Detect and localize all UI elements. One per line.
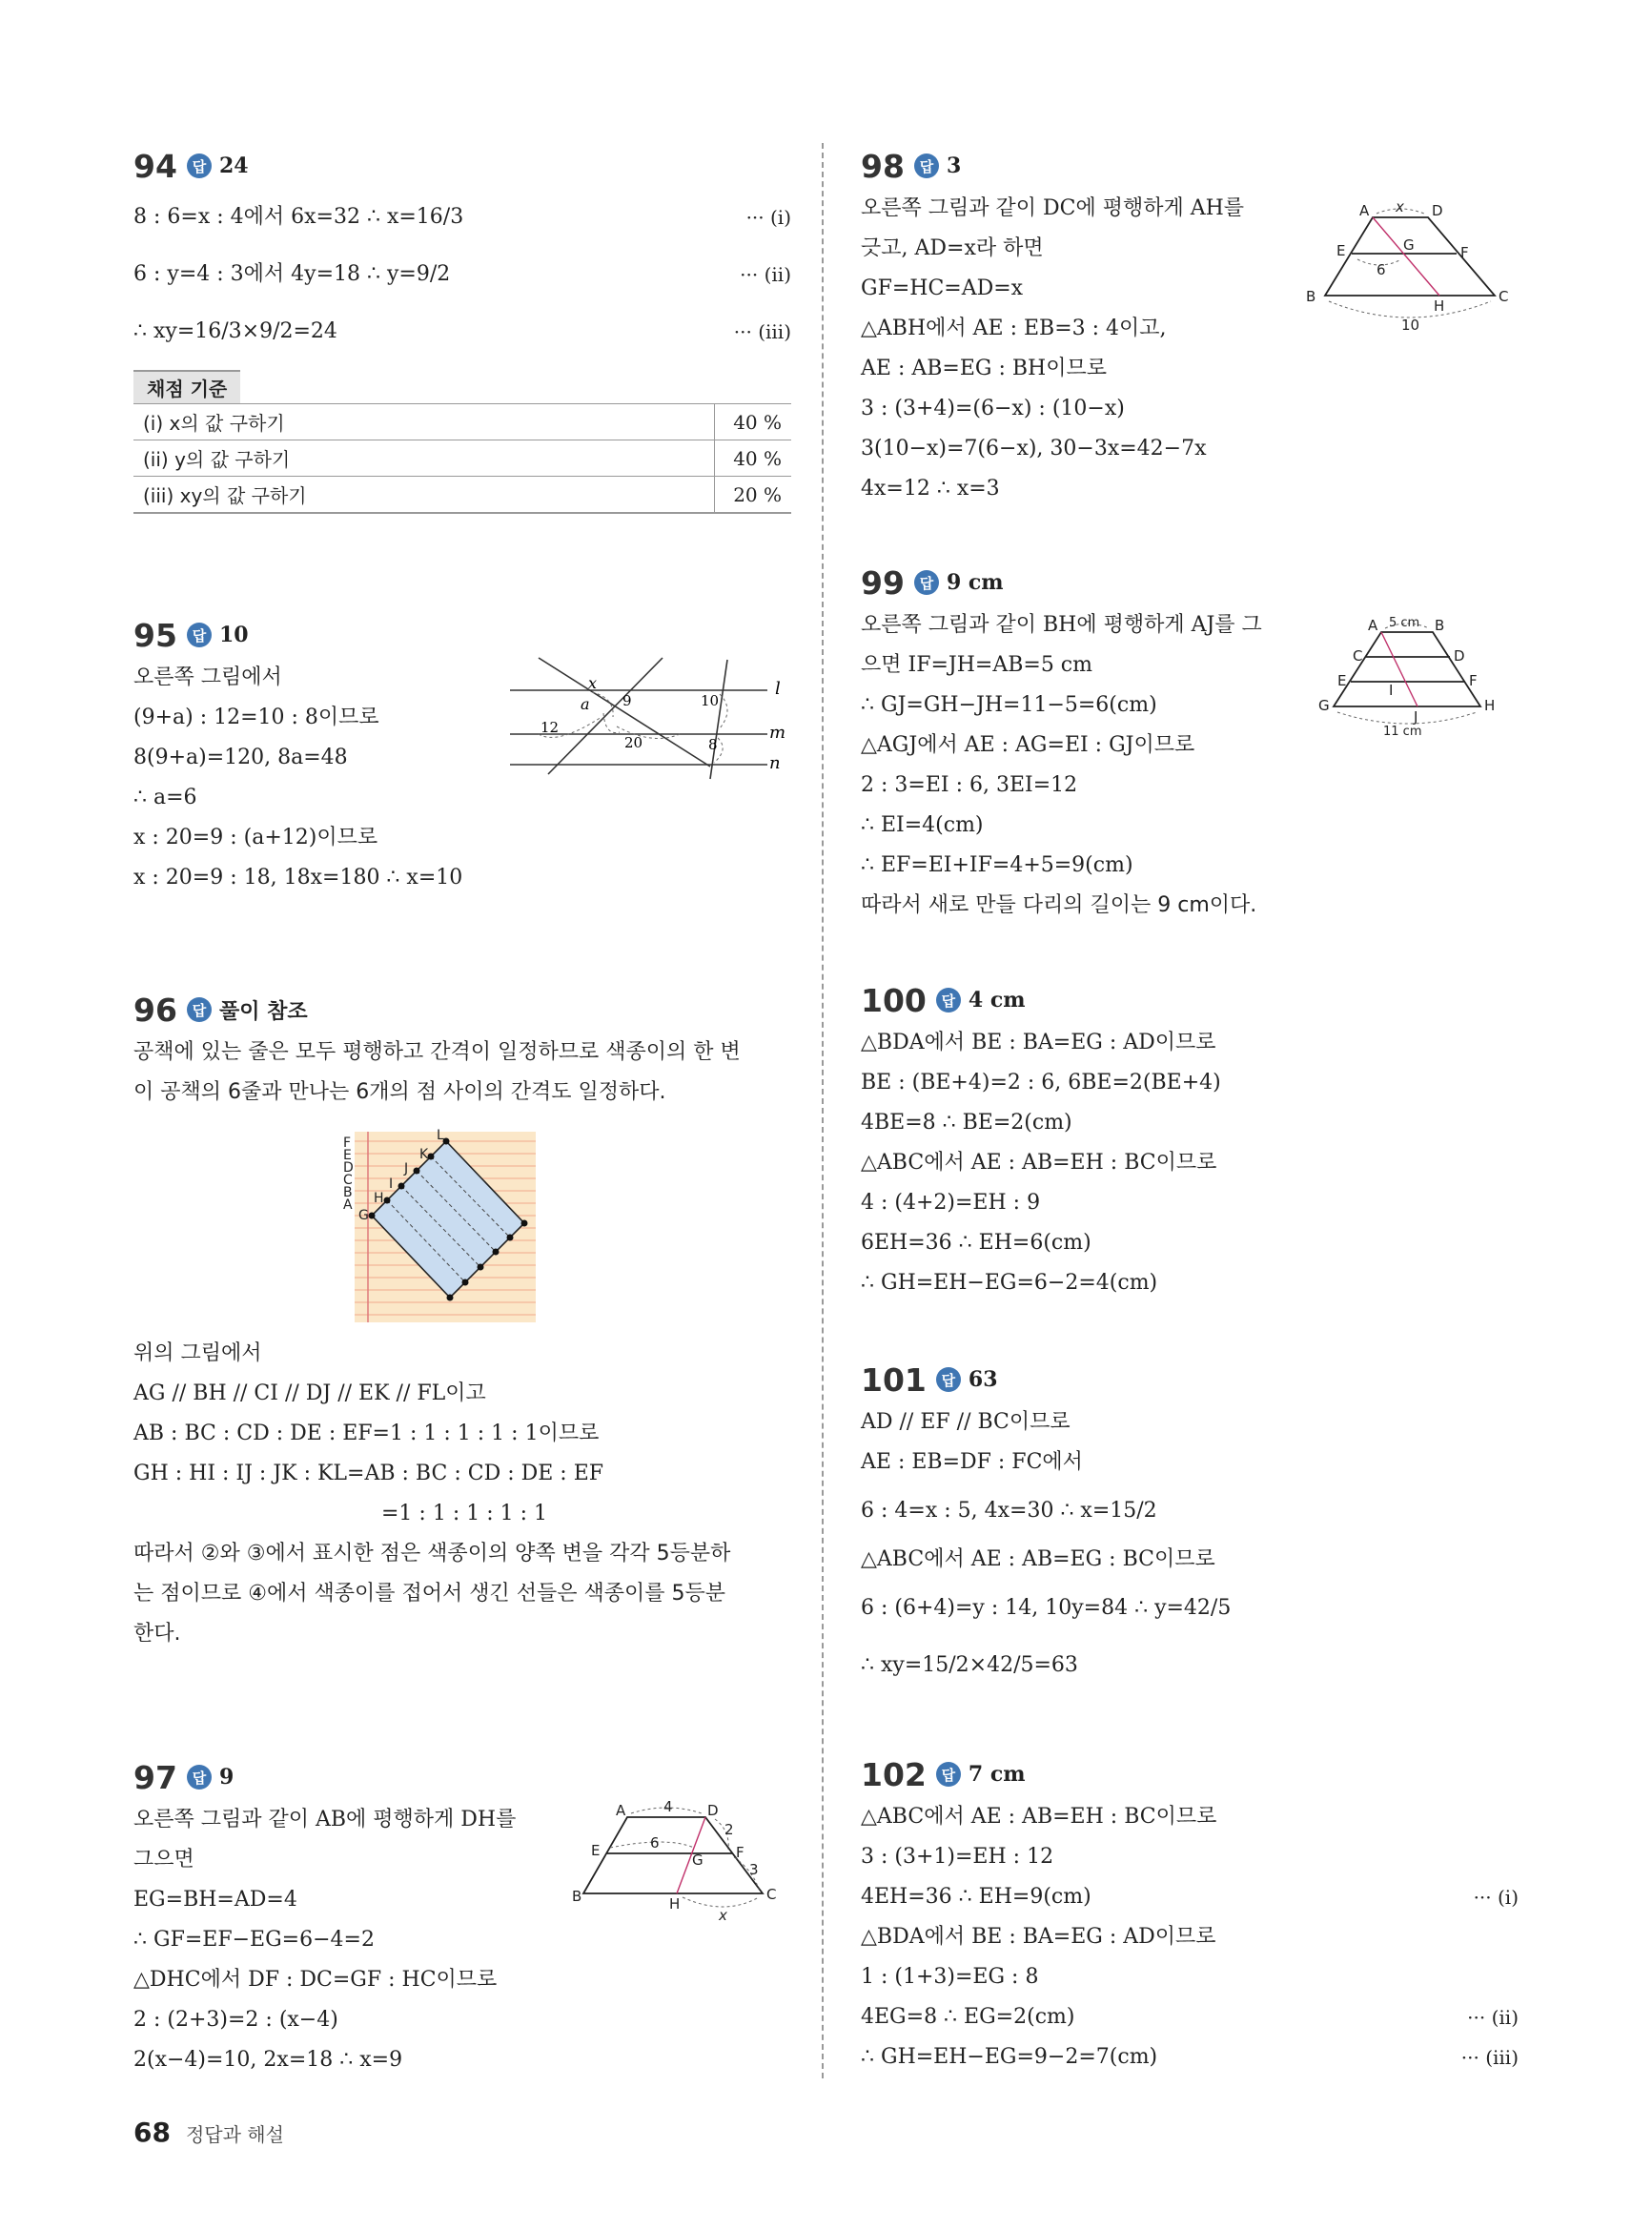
label-m: m: [769, 723, 786, 743]
svg-text:F: F: [343, 1135, 352, 1151]
solution-line: 2(x−4)=10, 2x=18 ∴ x=9: [133, 2048, 403, 2072]
solution-line: ∴ xy=16/3×9/2=24 ··· (iii): [133, 303, 791, 360]
problem-number: 100: [861, 981, 927, 1019]
solution-line: ∴ GH=EH−EG=6−2=4(cm): [861, 1271, 1158, 1295]
problem-header: [133, 143, 791, 189]
solution-line: 2 : 3=EI : 6, 3EI=12: [861, 773, 1078, 797]
solution-line: 3 : (3+1)=EH : 12: [861, 1845, 1054, 1869]
problem-number: 101: [861, 1361, 927, 1399]
answer-value: 24: [218, 153, 249, 178]
solution-line: x : 20=9 : (a+12)이므로: [133, 826, 378, 849]
bridge-figure-99: [1309, 611, 1519, 773]
solution-line: 8(9+a)=120, 8a=48: [133, 746, 348, 769]
svg-text:H: H: [669, 1895, 681, 1913]
svg-text:K: K: [419, 1147, 429, 1162]
svg-text:D: D: [1432, 202, 1443, 219]
problem-98: [861, 143, 1519, 509]
svg-text:B: B: [343, 1185, 353, 1200]
label-8: 8: [708, 736, 718, 753]
table-row: (iii) xy의 값 구하기 20 %: [133, 477, 791, 514]
solution-line: 6 : y=4 : 3에서 4y=18 ∴ y=9/2 ··· (ii): [133, 246, 791, 303]
table-row: (ii) y의 값 구하기 40 %: [133, 440, 791, 477]
problem-97: [133, 1754, 791, 2080]
solution-line: 3(10−x)=7(6−x), 30−3x=42−7x: [861, 437, 1207, 460]
svg-text:2: 2: [724, 1821, 734, 1838]
problem-95: [133, 612, 791, 898]
svg-text:I: I: [1389, 682, 1394, 699]
svg-text:J: J: [1414, 708, 1418, 726]
solution-line: 4x=12 ∴ x=3: [861, 477, 1000, 501]
step-mark: ··· (i): [1473, 1886, 1519, 1909]
svg-text:D: D: [1454, 647, 1465, 665]
svg-text:H: H: [1484, 697, 1496, 714]
answer-badge: 답: [936, 988, 961, 1013]
svg-text:E: E: [1337, 672, 1347, 689]
solution-line: 8 : 6=x : 4에서 6x=32 ∴ x=16/3 ··· (i): [133, 189, 791, 246]
conclusion-line: 한다.: [133, 1622, 181, 1646]
svg-text:C: C: [1353, 647, 1363, 665]
problem-number: 99: [861, 563, 905, 602]
solution-line: 오른쪽 그림과 같이 DC에 평행하게 AH를: [861, 196, 1245, 220]
problem-99: [861, 560, 1519, 926]
svg-text:E: E: [343, 1148, 352, 1163]
criteria-table: [133, 403, 791, 514]
solution-line: AE : EB=DF : FC에서: [861, 1450, 1083, 1474]
step-mark: ··· (iii): [1460, 2046, 1519, 2069]
solution-line: x : 20=9 : 18, 18x=180 ∴ x=10: [133, 866, 463, 890]
solution-line: GF=HC=AD=x: [861, 276, 1024, 300]
svg-text:11 cm: 11 cm: [1383, 725, 1422, 739]
solution-line: (9+a) : 12=10 : 8이므로: [133, 706, 379, 729]
svg-text:F: F: [1460, 244, 1469, 261]
solution-line: 4BE=8 ∴ BE=2(cm): [861, 1111, 1072, 1135]
svg-text:C: C: [343, 1173, 353, 1188]
problem-101: [861, 1357, 1519, 1694]
solution-line: ∴ GH=EH−EG=9−2=7(cm) ··· (iii): [861, 2037, 1519, 2077]
answer-badge: 답: [914, 570, 939, 595]
criteria-title: 채점 기준: [133, 370, 240, 403]
answer-badge: 답: [187, 997, 212, 1022]
svg-text:C: C: [766, 1886, 777, 1903]
solution-line: △BDA에서 BE : BA=EG : AD이므로: [861, 1925, 1216, 1949]
problem-100: [861, 977, 1519, 1303]
svg-text:F: F: [736, 1844, 744, 1861]
solution-line: 4EH=36 ∴ EH=9(cm) ··· (i): [861, 1877, 1519, 1917]
solution-line: ∴ EI=4(cm): [861, 813, 984, 837]
solution-line: EG=BH=AD=4: [133, 1888, 297, 1912]
answer-badge: 답: [187, 1765, 212, 1790]
solution-line: AG // BH // CI // DJ // EK // FL이고: [133, 1381, 486, 1405]
solution-line: ∴ GF=EF−EG=6−4=2: [133, 1928, 375, 1952]
parallel-lines-figure: [510, 650, 786, 784]
solution-line: 오른쪽 그림에서: [133, 665, 282, 689]
problem-96: [133, 987, 791, 1654]
solution-line: 4 : (4+2)=EH : 9: [861, 1191, 1041, 1215]
solution-line: 오른쪽 그림과 같이 AB에 평행하게 DH를: [133, 1808, 517, 1831]
solution-line: GH : HI : IJ : JK : KL=AB : BC : CD : DE : EF: [133, 1462, 604, 1485]
solution-line: 6 : (6+4)=y : 14, 10y=84 ∴ y=42/5: [861, 1596, 1232, 1620]
answer-value: 풀이 참조: [218, 999, 308, 1024]
svg-text:x: x: [1396, 198, 1404, 215]
svg-text:A: A: [616, 1802, 626, 1819]
solution-line: ∴ xy=15/2×42/5=63: [861, 1653, 1078, 1677]
svg-text:G: G: [1403, 236, 1415, 254]
solution-line: 4EG=8 ∴ EG=2(cm) ··· (ii): [861, 1997, 1519, 2037]
solution-line: 위의 그림에서: [133, 1341, 262, 1365]
svg-text:x: x: [719, 1907, 727, 1924]
answer-badge: 답: [936, 1762, 961, 1787]
solution-line: 6EH=36 ∴ EH=6(cm): [861, 1231, 1091, 1255]
answer-value: 9 cm: [946, 570, 1004, 595]
svg-text:A: A: [343, 1197, 353, 1213]
svg-text:A: A: [1368, 617, 1378, 634]
svg-text:D: D: [343, 1160, 354, 1176]
step-mark: ··· (i): [745, 206, 791, 229]
solution-line: 그으면: [133, 1848, 194, 1872]
svg-text:5 cm: 5 cm: [1389, 616, 1420, 630]
answer-badge: 답: [936, 1367, 961, 1392]
page-label: 정답과 해설: [185, 2123, 284, 2146]
solution-line: △ABC에서 AE : AB=EG : BC이므로: [861, 1547, 1215, 1571]
answer-value: 63: [968, 1367, 998, 1392]
svg-text:4: 4: [663, 1798, 673, 1815]
label-10: 10: [701, 692, 720, 709]
solution-line: 2 : (2+3)=2 : (x−4): [133, 2008, 338, 2032]
svg-text:6: 6: [650, 1834, 660, 1852]
answer-value: 9: [218, 1765, 235, 1790]
solution-line: 1 : (1+3)=EG : 8: [861, 1965, 1039, 1989]
solution-line: 긋고, AD=x라 하면: [861, 236, 1044, 260]
table-row: (i) x의 값 구하기 40 %: [133, 404, 791, 440]
page-footer: [133, 2117, 284, 2148]
answer-value: 3: [946, 153, 962, 178]
page-number: 68: [133, 2117, 171, 2148]
trapezoid-figure-98: [1304, 191, 1519, 353]
svg-text:3: 3: [749, 1861, 759, 1878]
column-divider: [822, 143, 824, 2078]
solution-line: △ABC에서 AE : AB=EH : BC이므로: [861, 1805, 1217, 1829]
label-12: 12: [540, 719, 560, 736]
svg-text:I: I: [389, 1176, 394, 1192]
svg-text:A: A: [1359, 202, 1370, 219]
svg-text:J: J: [404, 1161, 409, 1176]
solution-line: △ABH에서 AE : EB=3 : 4이고,: [861, 317, 1167, 340]
solution-line: ∴ GJ=GH−JH=11−5=6(cm): [861, 693, 1157, 717]
solution-line: 따라서 새로 만들 다리의 길이는 9 cm이다.: [861, 893, 1257, 917]
svg-text:D: D: [707, 1802, 719, 1819]
svg-text:10: 10: [1401, 317, 1420, 334]
solution-line: 3 : (3+4)=(6−x) : (10−x): [861, 397, 1125, 420]
svg-text:H: H: [374, 1191, 384, 1206]
svg-text:E: E: [591, 1842, 601, 1859]
answer-badge: 답: [914, 153, 939, 178]
notebook-figure: [324, 1120, 543, 1330]
svg-text:B: B: [1435, 617, 1445, 634]
svg-text:L: L: [437, 1128, 444, 1143]
svg-text:G: G: [1318, 697, 1330, 714]
solution-line: AB : BC : CD : DE : EF=1 : 1 : 1 : 1 : 1이므로: [133, 1422, 600, 1445]
svg-text:C: C: [1499, 288, 1509, 305]
step-mark: ··· (iii): [733, 320, 791, 343]
label-n: n: [769, 753, 781, 773]
problem-number: 102: [861, 1755, 927, 1793]
label-20: 20: [624, 734, 643, 751]
solution-line: 오른쪽 그림과 같이 BH에 평행하게 AJ를 그: [861, 613, 1262, 637]
problem-number: 97: [133, 1758, 177, 1796]
answer-value: 7 cm: [968, 1762, 1026, 1787]
solution-line: =1 : 1 : 1 : 1 : 1: [381, 1502, 548, 1525]
solution-line: △DHC에서 DF : DC=GF : HC이므로: [133, 1968, 498, 1992]
solution-line: 으면 IF=JH=AB=5 cm: [861, 653, 1092, 677]
conclusion-line: 는 점이므로 ④에서 색종이를 접어서 생긴 선들은 색종이를 5등분: [133, 1582, 725, 1606]
problem-number: 95: [133, 616, 177, 654]
svg-text:G: G: [358, 1208, 369, 1223]
solution-line: 6 : 4=x : 5, 4x=30 ∴ x=15/2: [861, 1499, 1157, 1523]
svg-text:H: H: [1434, 297, 1445, 315]
svg-text:B: B: [572, 1888, 582, 1905]
label-x: x: [588, 674, 598, 692]
svg-text:G: G: [692, 1852, 704, 1869]
problem-number: 98: [861, 147, 905, 185]
svg-text:B: B: [1306, 288, 1316, 305]
svg-text:F: F: [1469, 672, 1478, 689]
answer-value: 4 cm: [968, 988, 1026, 1013]
label-l: l: [775, 679, 781, 699]
intro-line: 공책에 있는 줄은 모두 평행하고 간격이 일정하므로 색종이의 한 변: [133, 1040, 741, 1064]
problem-102: [861, 1751, 1519, 2077]
answer-value: 10: [218, 623, 249, 647]
step-mark: ··· (ii): [740, 263, 791, 286]
solution-line: △ABC에서 AE : AB=EH : BC이므로: [861, 1151, 1217, 1175]
step-mark: ··· (ii): [1467, 2006, 1519, 2029]
answer-badge: 답: [187, 153, 212, 178]
problem-94: [133, 143, 791, 514]
problem-number: 94: [133, 147, 177, 185]
solution-line: AD // EF // BC이므로: [861, 1410, 1071, 1434]
label-a: a: [581, 695, 590, 713]
label-9: 9: [622, 692, 632, 709]
solution-line: △BDA에서 BE : BA=EG : AD이므로: [861, 1031, 1216, 1054]
problem-number: 96: [133, 991, 177, 1029]
svg-text:6: 6: [1377, 261, 1386, 278]
trapezoid-figure-97: [572, 1798, 791, 1941]
intro-line: 이 공책의 6줄과 만나는 6개의 점 사이의 간격도 일정하다.: [133, 1080, 666, 1104]
conclusion-line: 따라서 ②와 ③에서 표시한 점은 색종이의 양쪽 변을 각각 5등분하: [133, 1542, 731, 1565]
answer-badge: 답: [187, 623, 212, 647]
solution-line: ∴ a=6: [133, 786, 197, 809]
solution-line: ∴ EF=EI+IF=4+5=9(cm): [861, 853, 1133, 877]
solution-line: BE : (BE+4)=2 : 6, 6BE=2(BE+4): [861, 1071, 1221, 1095]
solution-line: AE : AB=EG : BH이므로: [861, 357, 1107, 380]
solution-line: △AGJ에서 AE : AG=EI : GJ이므로: [861, 733, 1195, 757]
svg-text:E: E: [1336, 242, 1346, 259]
